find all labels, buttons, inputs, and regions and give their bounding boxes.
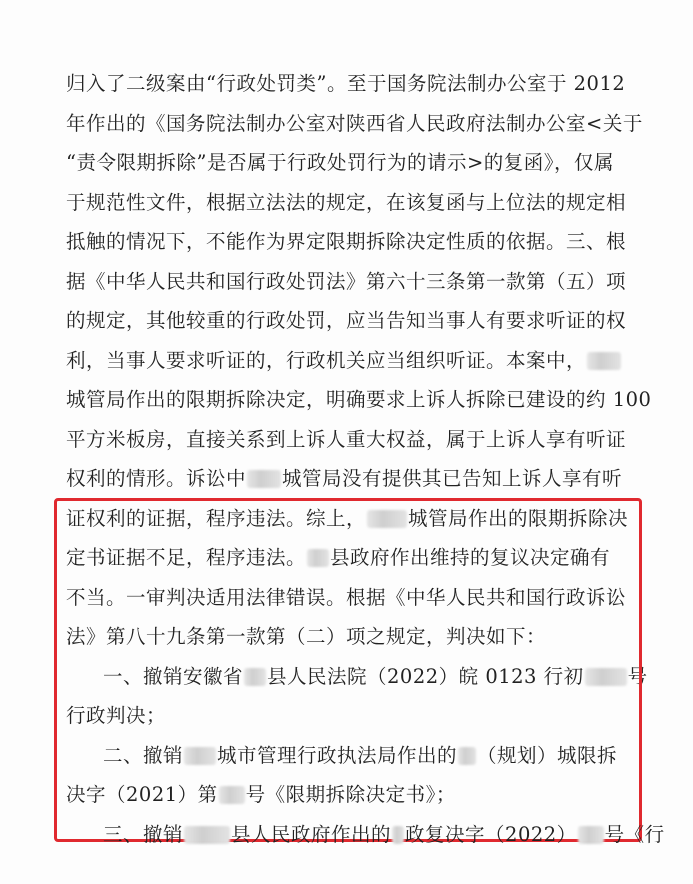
text-line: 不当。一审判决适用法律错误。根据《中华人民共和国行政诉讼	[66, 585, 627, 609]
text-line: 行政判决；	[66, 704, 167, 727]
text-line: 利，当事人要求听证的，行政机关应当组织听证。本案中，	[66, 349, 622, 373]
judgment-item-3: 三、撤销 县人民政府作出的 政复决字（2022） 号《行	[103, 822, 665, 846]
highlight-box	[54, 498, 642, 842]
text-line: 据《中华人民共和国行政处罚法》第六十三条第一款第（五）项	[66, 269, 627, 293]
text-line: 城管局作出的限期拆除决定，明确要求上诉人拆除已建设的约 100	[66, 388, 652, 411]
judgment-item-2: 二、撤销 城市管理行政执法局作出的 （规划）城限拆	[103, 743, 618, 767]
text-line: 定书证据不足，程序违法。 县政府作出维持的复议决定确有	[66, 546, 611, 569]
text-line: 年作出的《国务院法制办公室对陕西省人民政府法制办公室<关于	[66, 111, 643, 135]
redaction-blur	[247, 470, 281, 488]
judgment-item-1: 一、撤销安徽省 县人民法院（2022）皖 0123 行初 号	[103, 664, 648, 688]
text-line: 决字（2021）第 号《限期拆除决定书》；	[66, 783, 456, 806]
text-line: 权利的情形。诉讼中 城管局没有提供其已告知上诉人享有听	[66, 467, 623, 490]
text-line: “责令限期拆除”是否属于行政处罚行为的请示>的复函》，仅属	[66, 151, 615, 174]
text-line: 归入了二级案由“行政处罚类”。至于国务院法制办公室于 2012	[66, 72, 626, 95]
text-line: 抵触的情况下，不能作为界定限期拆除决定性质的依据。三、根	[66, 230, 627, 253]
text-line: 的规定，其他较重的行政处罚，应当告知当事人有要求听证的权	[66, 309, 627, 332]
redaction-blur	[587, 352, 621, 370]
text-line: 法》第八十九条第一款第（二）项之规定，判决如下：	[66, 625, 547, 648]
redaction-blur	[392, 826, 404, 844]
redaction-blur	[184, 826, 230, 844]
text-line: 平方米板房，直接关系到上诉人重大权益，属于上诉人享有听证	[66, 427, 627, 451]
text-line: 于规范性文件，根据立法法的规定，在该复函与上位法的规定相	[66, 190, 627, 214]
redaction-blur	[578, 826, 604, 844]
text-line: 证权利的证据，程序违法。综上， 城管局作出的限期拆除决	[66, 506, 629, 530]
